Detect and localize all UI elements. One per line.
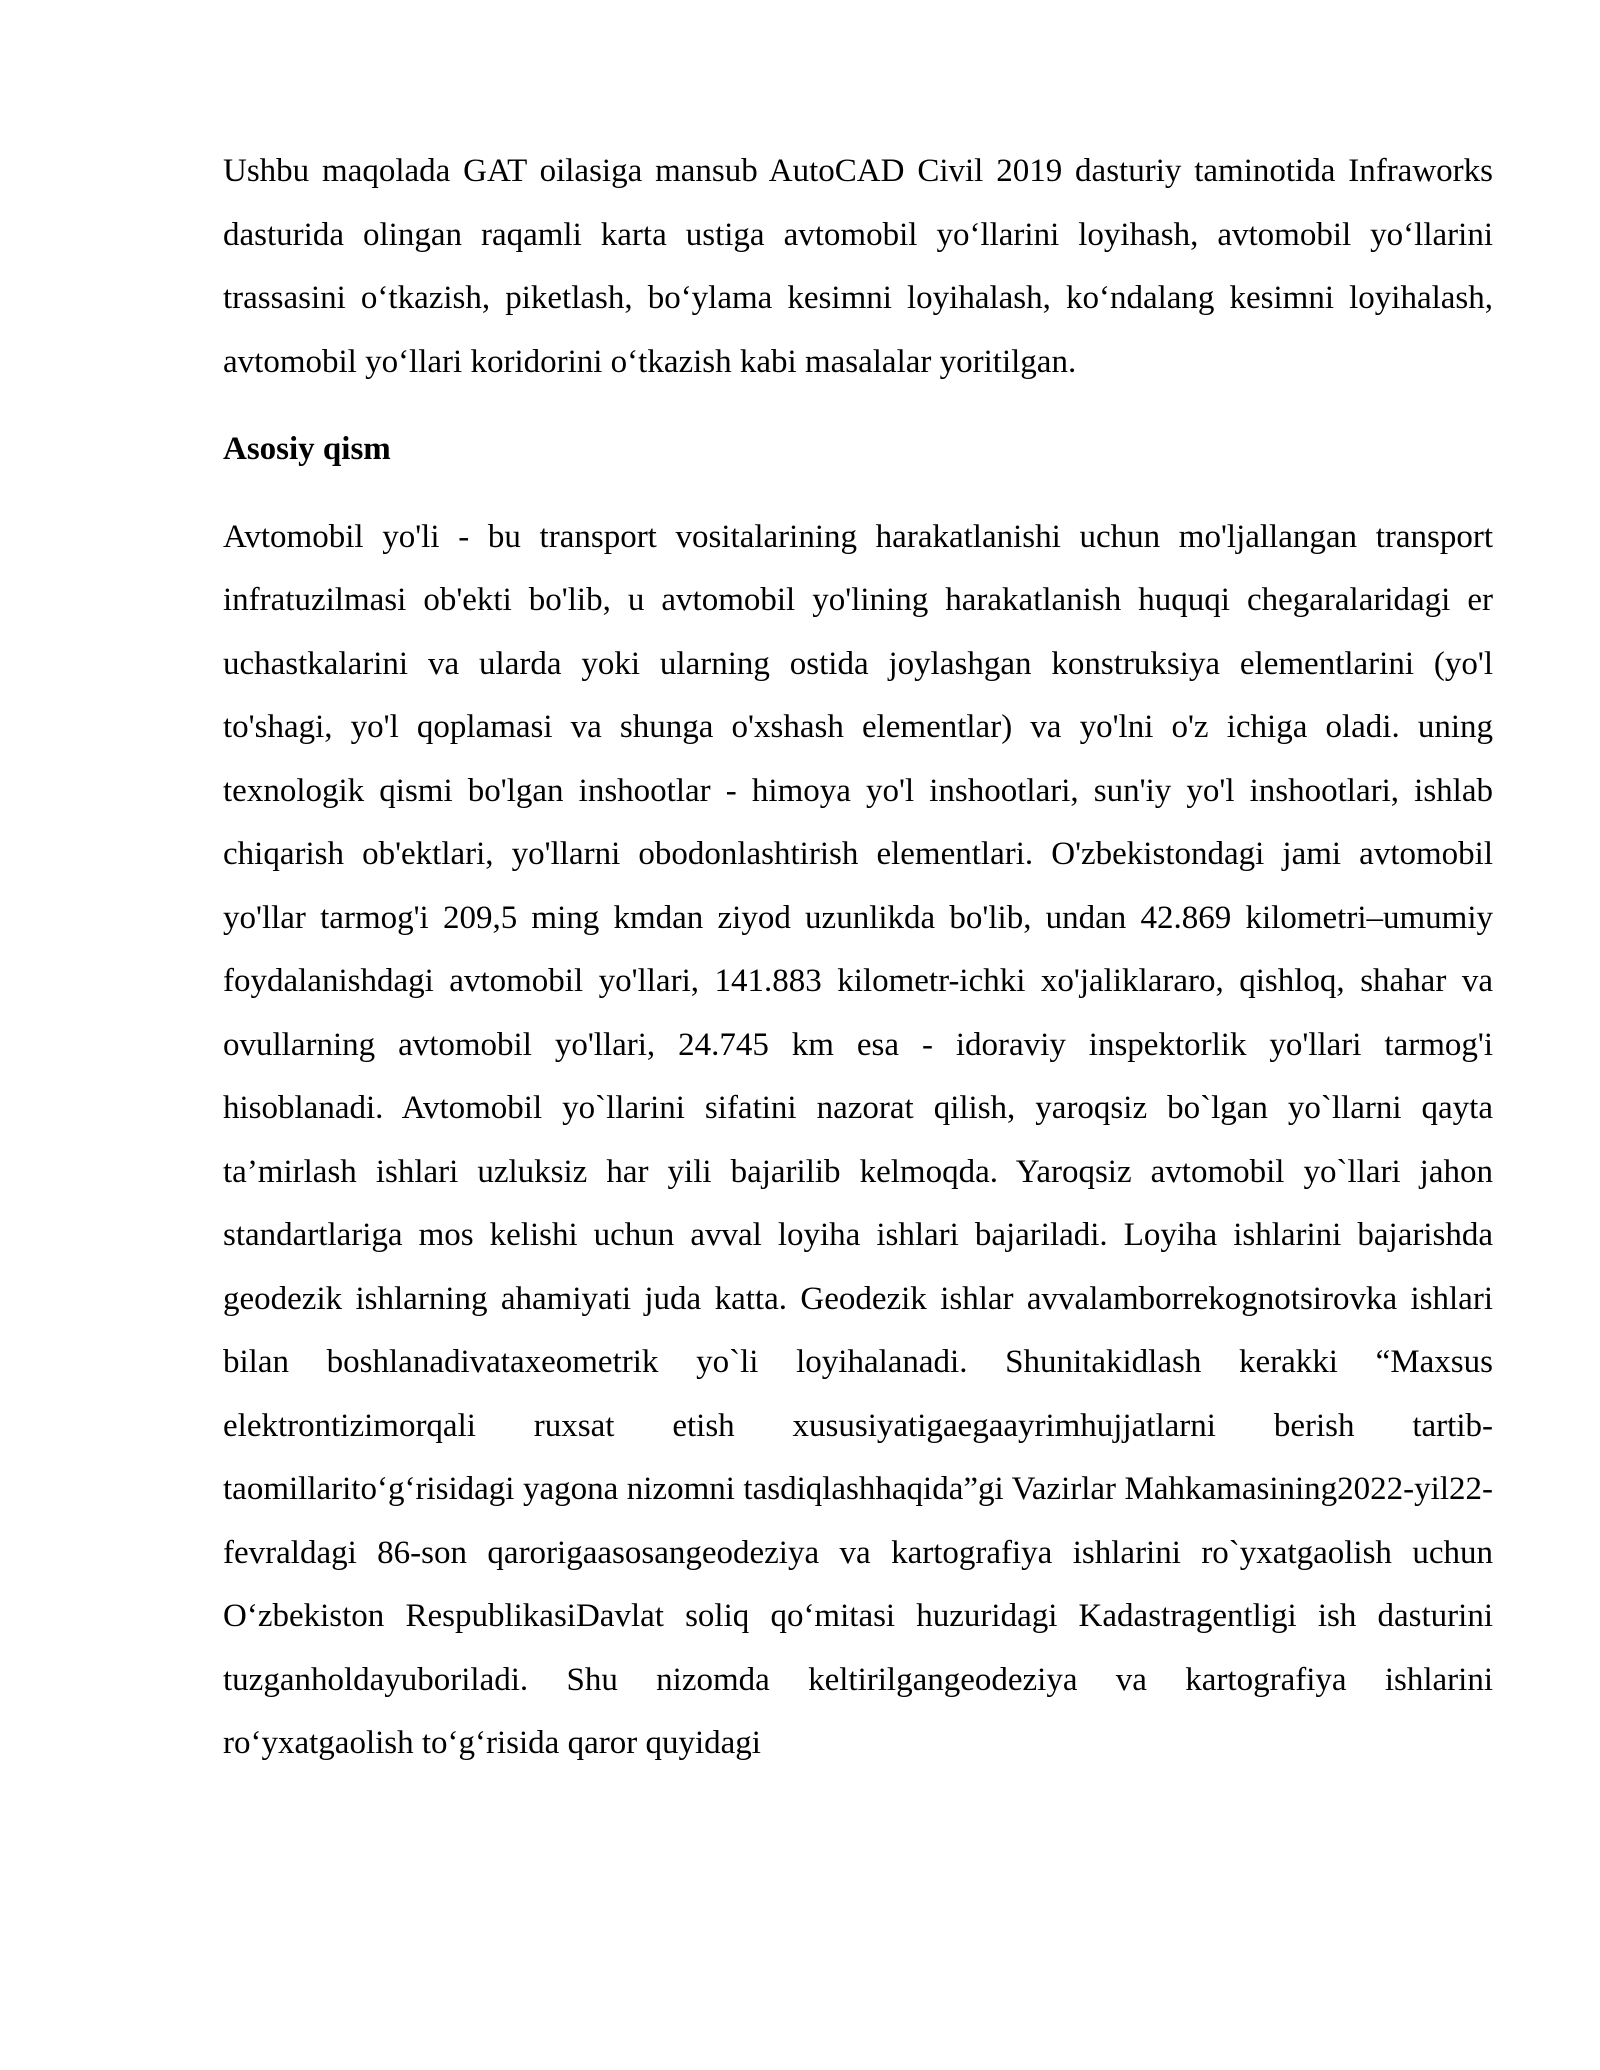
main-paragraph: Avtomobil yo'li - bu transport vositalarining harakatlanishi uchun mo'ljallangan transport infratuzilmasi ob'ekti bo'lib, u avtomobil yo'lining harakatlanish huquqi chegaralaridagi er uchastkalarini va ularda yoki ularning ostida joylashgan konstruksiya elementlarini (yo'l to'shagi, yo'l qoplamasi va shunga o'xshash elementlar) va yo'lni o'z ichiga oladi. uning texnologik qismi bo'lgan inshootlar - himoya yo'l inshootlari, sun'iy yo'l inshootlari, ishlab chiqarish ob'ektlari, yo'llarni obodonlashtirish elementlari. O'zbekistondagi jami avtomobil yo'llar tarmog'i 209,5 ming kmdan ziyod uzunlikda bo'lib, undan 42.869 kilometri–umumiy foydalanishdagi avtomobil yo'llari, 141.883 kilometr-ichki xo'jaliklararo, qishloq, shahar va ovullarning avtomobil yo'llari, 24.745 km esa - idoraviy inspektorlik yo'llari tarmog'i hisoblanadi. Avtomobil yo`llarini sifatini nazorat qilish, yaroqsiz bo`lgan yo`llarni qayta ta’mirlash ishlari uzluksiz har yili bajarilib kelmoqda. Yaroqsiz avtomobil yo`llari jahon standartlariga mos kelishi uchun avval loyiha ishlari bajariladi. Loyiha ishlarini bajarishda geodezik ishlarning ahamiyati juda katta. Geodezik ishlar avvalamborrekognotsirovka ishlari bilan boshlanadivataxeometrik yo`li loyihalanadi. Shunitakidlash kerakki “Maxsus elektrontizimorqali ruxsat etish xususiyatigaegaayrimhujjatlarni berish tartib-taomillarito‘g‘risidagi yagona nizomni tasdiqlashhaqida”gi Vazirlar Mahkamasining2022-yil22-fevraldagi 86-son qarorigaasosangeodeziya va kartografiya ishlarini ro`yxatgaolish uchun O‘zbekiston RespublikasiDavlat soliq qo‘mitasi huzuridagi Kadastragentligi ish dasturini tuzganholdayuboriladi. Shu nizomda keltirilgangeodeziya va kartografiya ishlarini ro‘yxatgaolish to‘g‘risida qaror quyidagi bbox=[223, 518, 1493, 1761]
document-page bbox=[223, 140, 1493, 1800]
intro-paragraph: Ushbu maqolada GAT oilasiga mansub AutoCAD Civil 2019 dasturiy taminotida Infraworks dasturida olingan raqamli karta ustiga avtomobil yo‘llarini loyihash, avtomobil yo‘llarini trassasini o‘tkazish, piketlash, bo‘ylama kesimni loyihalash, ko‘ndalang kesimni loyihalash, avtomobil yo‘llari koridorini o‘tkazish kabi masalalar yoritilgan. bbox=[223, 153, 1493, 380]
section-heading: Asosiy qism bbox=[223, 431, 391, 467]
